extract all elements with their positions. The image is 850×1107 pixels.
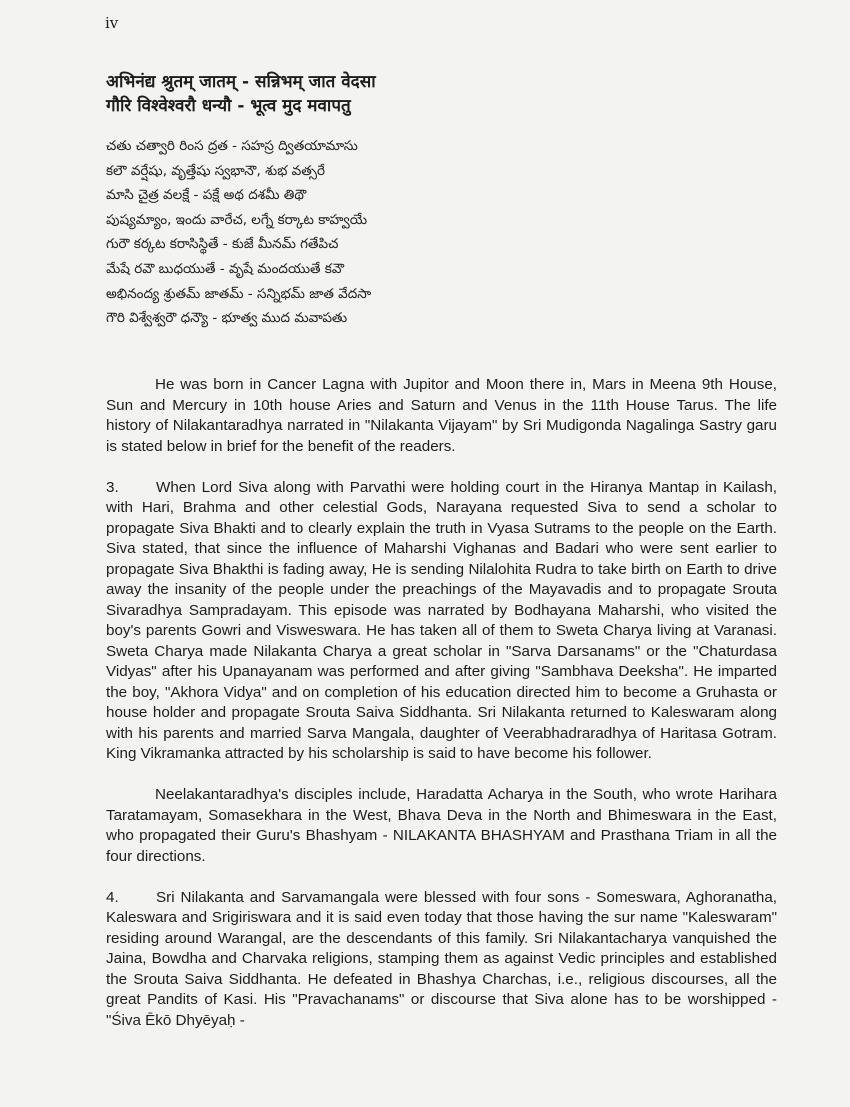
telugu-verse-line: చతు చత్వారి రింస ద్రత - సహస్ర ద్వితయామాసు	[106, 138, 358, 154]
telugu-verse-line: గౌరి విశ్వేశ్వరౌ ధన్యౌ - భూత్వ ముద మవాపతు	[106, 310, 348, 327]
paragraph-disciples	[106, 785, 777, 867]
verse-block	[106, 70, 746, 331]
paragraph-4	[106, 888, 777, 1032]
telugu-verse-line: అభినంద్య శ్రుతమ్ జాతమ్ - సన్నిభమ్ జాత వేదసా	[106, 285, 372, 302]
paragraph-number: 4.	[106, 888, 119, 906]
telugu-verse-line: కలౌ వర్షేషు, వృత్తేషు స్వభానౌ, శుభ వత్సరే	[106, 162, 325, 179]
page-number: iv	[105, 14, 119, 32]
paragraph-text: He was born in Cancer Lagna with Jupitor and Moon there in, Mars in Meena 9th House, Sun and Mercury in 10th house Aries and Saturn and Venus in the 11th House Tarus. The life history of Nilakantaradhya narrated in "Nilakanta Vijayam" by Sri Mudigonda Nagalinga Sastry garu is stated below in brief for the benefit of the readers.	[106, 376, 777, 455]
body-text	[106, 375, 777, 1052]
sanskrit-verse-line: अभिनंद्य श्रुतम् जातम् - सन्निभम् जात वेदसा	[106, 72, 376, 92]
paragraph-text: When Lord Siva along with Parvathi were holding court in the Hiranya Mantap in Kailash, with Hari, Brahma and other celestial Gods, Narayana requested Siva to send a scholar to propagate Siva Bhakti and to clearly explain the truth in Vyasa Sutrams to the people on the Earth. Siva stated, that since the influence of Maharshi Vighanas and Badari who were sent earlier to propagate Siva Bhakthi is fading away, He is sending Nilalohita Rudra to take birth on Earth to drive away the insanity of the people under the preachings of the Mayavadis and to propagate Srouta Sivaradhya Sampradayam. This episode was narrated by Bodhayana Maharshi, who visited the boy's parents Gowri and Visweswara. He has taken all of them to Sweta Charya living at Varanasi. Sweta Charya made Nilakanta Charya a great scholar in "Sarva Darsanams" or the "Chaturdasa Vidyas" after his Upanayanam was performed and after giving "Sambhava Deeksha". He imparted the boy, "Akhora Vidya" and on completion of his education directed him to become a Gruhasta or house holder and propagate Srouta Saiva Siddhanta. Sri Nilakanta returned to Kaleswaram along with his parents and married Sarva Mangala, daughter of Veerabhadraradhya of Haritasa Gotram. King Vikramanka attracted by his scholarship is said to have become his follower.	[106, 478, 777, 762]
paragraph-3	[106, 478, 777, 765]
telugu-verse-line: మాసి చైత్ర వలక్షే - పక్షే అథ దశమీ తిథౌ	[106, 187, 307, 204]
telugu-verse-line: గురౌ కర్కట కరాసిస్థితే - కుజే మీనమ్ గతేపిచ	[106, 236, 339, 253]
sanskrit-verse-line: गौरि विश्वेश्वरौ धन्यौ - भूत्व मुद मवापतु	[106, 96, 351, 116]
telugu-verse	[106, 134, 746, 331]
telugu-verse-line: పుష్యమ్యాం, ఇందు వారేచ, లగ్నే కర్కాట కాహ్వయే	[106, 211, 368, 228]
paragraph-text: Sri Nilakanta and Sarvamangala were blessed with four sons - Someswara, Aghoranatha, Kaleswara and Srigiriswara and it is said even today that those having the sur name "Kaleswaram" residing around Warangal, are the descendants of this family. Sri Nilakantacharya vanquished the Jaina, Bowdha and Charvaka religions, stamping them as against Vedic principles and established the Srouta Saiva Siddhanta. He defeated in Bhashya Charchas, i.e., religious discourses, all the great Pandits of Kasi. His "Pravachanams" or discourse that Siva alone has to be worshipped - "Śiva Ēkō Dhyēyaḥ -	[106, 888, 777, 1029]
paragraph-number: 3.	[106, 478, 119, 496]
paragraph-text: Neelakantaradhya's disciples include, Haradatta Acharya in the South, who wrote Harihara Taratamayam, Somasekhara in the West, Bhava Deva in the North and Bhimeswara in the East, who propagated their Guru's Bhashyam - NILAKANTA BHASHYAM and Prasthana Triam in all the four directions.	[106, 786, 777, 865]
paragraph-birth-chart	[106, 375, 777, 457]
telugu-verse-line: మేషే రవౌ బుధయుతే - వృషే మందయుతే కవౌ	[106, 260, 345, 277]
